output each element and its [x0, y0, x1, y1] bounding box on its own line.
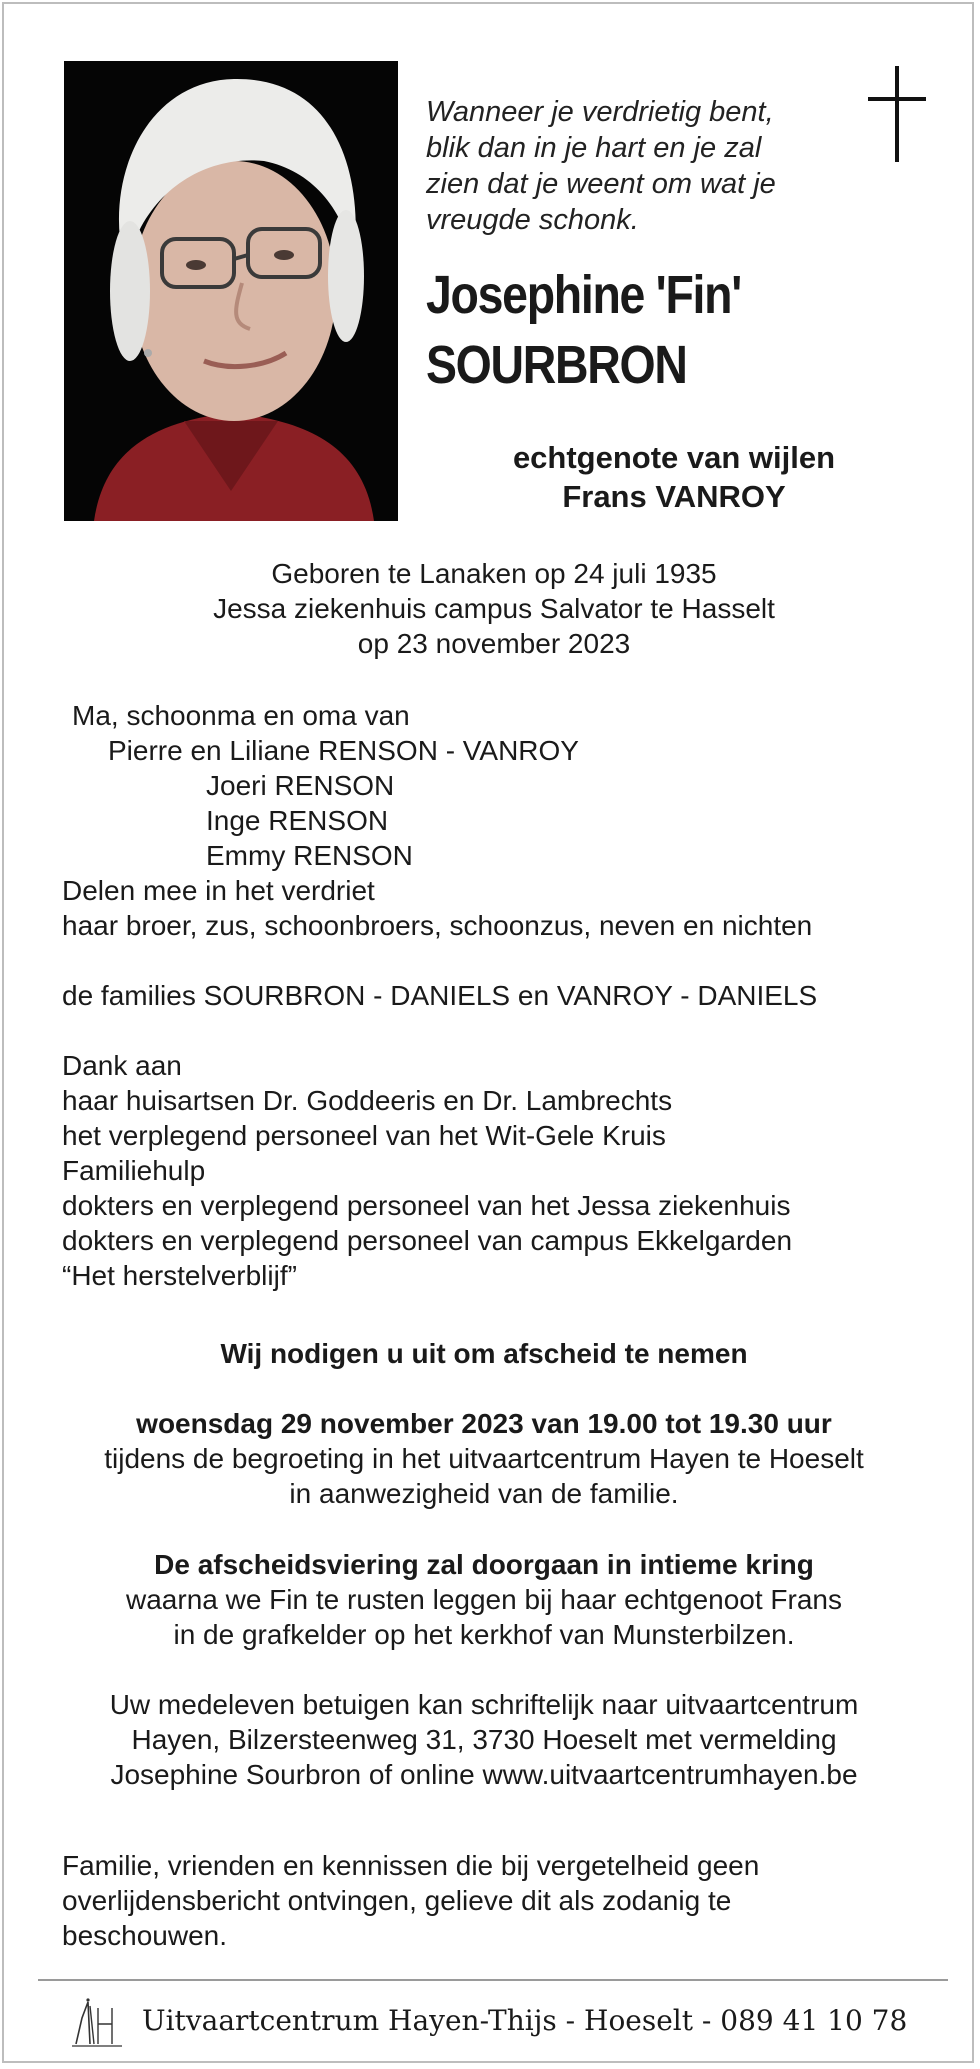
birth-death-info — [44, 556, 944, 661]
footer — [68, 1994, 928, 2054]
closing-line: beschouwen. — [62, 1920, 228, 1951]
family-intro: Ma, schoonma en oma van — [72, 700, 410, 731]
condolence-block — [34, 1687, 934, 1792]
death-place-line: Jessa ziekenhuis campus Salvator te Hasselt — [213, 593, 775, 624]
condolence-line: Uw medeleven betuigen kan schriftelijk naar uitvaartcentrum — [109, 1689, 859, 1720]
closing-line: overlijdensbericht ontvingen, gelieve dit als zodanig te — [62, 1885, 732, 1916]
funeral-home-logo-icon — [68, 1994, 126, 2048]
visitation-datetime: woensdag 29 november 2023 van 19.00 tot 19.30 uur — [136, 1408, 832, 1439]
thanks-line: Familiehulp — [62, 1155, 206, 1186]
invitation-line: in aanwezigheid van de familie. — [289, 1478, 679, 1509]
deceased-name — [426, 260, 856, 400]
ceremony-line: waarna we Fin te rusten leggen bij haar echtgenoot Frans — [126, 1584, 842, 1615]
grandchild-line: Joeri RENSON — [206, 770, 395, 801]
obituary-card — [2, 2, 974, 2063]
closing-line: Familie, vrienden en kennissen die bij vergetelheid geen — [62, 1850, 760, 1881]
thanks-line: dokters en verplegend personeel van het Jessa ziekenhuis — [62, 1190, 791, 1221]
condolence-line: Josephine Sourbron of online www.uitvaartcentrumhayen.be — [110, 1759, 858, 1790]
quote-line: Wanneer je verdrietig bent, — [426, 96, 774, 128]
invitation-block — [34, 1336, 934, 1511]
thanks-line: haar huisartsen Dr. Goddeeris en Dr. Lambrechts — [62, 1085, 673, 1116]
share-intro: Delen mee in het verdriet — [62, 875, 375, 906]
birth-line: Geboren te Lanaken op 24 juli 1935 — [271, 558, 717, 589]
grandchild-line: Inge RENSON — [206, 805, 389, 836]
portrait-photo — [64, 61, 398, 521]
ceremony-line: in de grafkelder op het kerkhof van Munsterbilzen. — [173, 1619, 795, 1650]
closing-note — [62, 1848, 942, 1953]
spouse-name: Frans VANROY — [562, 479, 786, 514]
condolence-line: Hayen, Bilzersteenweg 31, 3730 Hoeselt met vermelding — [131, 1724, 837, 1755]
thanks-line: dokters en verplegend personeel van campus Ekkelgarden — [62, 1225, 793, 1256]
thanks-intro: Dank aan — [62, 1050, 182, 1081]
children-line: Pierre en Liliane RENSON - VANROY — [108, 735, 579, 766]
death-date-line: op 23 november 2023 — [357, 628, 631, 659]
cross-icon — [868, 66, 926, 162]
footer-divider — [38, 1979, 948, 1981]
spouse-block — [444, 438, 904, 516]
relatives-line: haar broer, zus, schoonbroers, schoonzus, neven en nichten — [62, 910, 813, 941]
first-name: Josephine 'Fin' — [426, 265, 741, 325]
portrait-illustration — [64, 61, 398, 521]
families-line: de families SOURBRON - DANIELS en VANROY - DANIELS — [62, 980, 818, 1011]
quote-line: blik dan in je hart en je zal — [426, 132, 762, 164]
invitation-heading: Wij nodigen u uit om afscheid te nemen — [220, 1338, 748, 1369]
ceremony-block — [34, 1547, 934, 1652]
last-name: SOURBRON — [426, 335, 687, 395]
thanks-line: “Het herstelverblijf” — [62, 1260, 297, 1291]
spouse-line: echtgenote van wijlen — [512, 440, 836, 475]
ceremony-heading: De afscheidsviering zal doorgaan in intieme kring — [154, 1549, 814, 1580]
quote-line: vreugde schonk. — [426, 204, 639, 236]
footer-contact: Uitvaartcentrum Hayen-Thijs - Hoeselt - 089 41 10 78 — [142, 2004, 908, 2037]
memorial-quote — [426, 94, 846, 238]
thanks-line: het verplegend personeel van het Wit-Gele Kruis — [62, 1120, 666, 1151]
grandchild-line: Emmy RENSON — [206, 840, 413, 871]
quote-line: zien dat je weent om wat je — [426, 168, 776, 200]
invitation-line: tijdens de begroeting in het uitvaartcentrum Hayen te Hoeselt — [104, 1443, 864, 1474]
